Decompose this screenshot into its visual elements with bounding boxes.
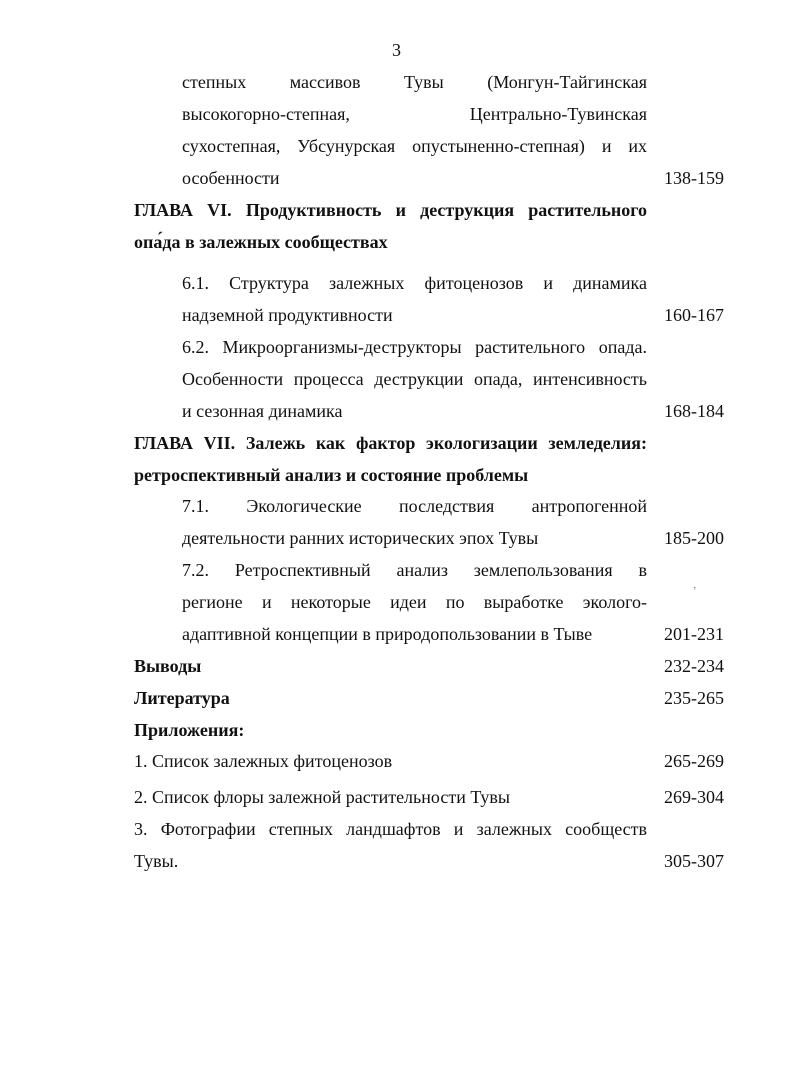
toc-entry-6-2-line-3: и сезонная динамика bbox=[182, 401, 343, 421]
toc-entry-7-2-line-3: адаптивной концепции в природопользовании в Тыве bbox=[182, 624, 593, 644]
toc-appendix-1: 1. Список залежных фитоценозов bbox=[134, 751, 393, 771]
toc-conclusions: Выводы bbox=[134, 656, 202, 676]
toc-appendix-2: 2. Список флоры залежной растительности Тувы bbox=[134, 787, 511, 807]
toc-entry-5-3-line-1: степных массивов Тувы (Монгун-Тайгинская bbox=[182, 72, 647, 92]
toc-entry-5-3-pages: 138-159 bbox=[664, 168, 724, 188]
toc-appendix-3-pages: 305-307 bbox=[664, 851, 724, 871]
toc-appendix-2-pages: 269-304 bbox=[664, 787, 724, 807]
stray-mark: ʼ bbox=[693, 586, 697, 597]
toc-entry-7-2-pages: 201-231 bbox=[664, 624, 724, 644]
toc-chapter-6-title-line-1: ГЛАВА VI. Продуктивность и деструкция растительного bbox=[134, 200, 647, 220]
toc-entry-6-1-line-1: 6.1. Структура залежных фитоценозов и динамика bbox=[182, 273, 647, 293]
toc-entry-6-2-line-2: Особенности процесса деструкции опада, интенсивность bbox=[182, 369, 647, 389]
toc-entry-5-3-line-3: сухостепная, Убсунурская опустыненно-степная) и их bbox=[182, 136, 647, 156]
toc-entry-5-3-line-2: высокогорно-степная, Центрально-Тувинская bbox=[182, 104, 647, 124]
page-number: 3 bbox=[392, 40, 401, 60]
toc-appendix-1-pages: 265-269 bbox=[664, 751, 724, 771]
toc-chapter-6-title-line-2: опа́да в залежных сообществах bbox=[134, 232, 388, 252]
toc-entry-7-1-line-1: 7.1. Экологические последствия антропогенной bbox=[182, 496, 647, 516]
toc-entry-7-2-line-1: 7.2. Ретроспективный анализ землепользования в bbox=[182, 560, 647, 580]
toc-entry-6-1-pages: 160-167 bbox=[664, 305, 724, 325]
toc-chapter-7-title-line-1: ГЛАВА VII. Залежь как фактор экологизации земледелия: bbox=[134, 433, 647, 453]
toc-conclusions-pages: 232-234 bbox=[664, 656, 724, 676]
toc-appendix-3-line-2: Тувы. bbox=[134, 851, 179, 871]
toc-appendix-3-line-1: 3. Фотографии степных ландшафтов и залежных сообществ bbox=[134, 819, 647, 839]
toc-entry-6-2-pages: 168-184 bbox=[664, 401, 724, 421]
toc-entry-5-3-line-4: особенности bbox=[182, 168, 280, 188]
toc-literature: Литература bbox=[134, 688, 230, 708]
toc-entry-7-2-line-2: регионе и некоторые идеи по выработке эколого- bbox=[182, 592, 647, 612]
toc-appendices: Приложения: bbox=[134, 720, 245, 740]
toc-entry-6-1-line-2: надземной продуктивности bbox=[182, 305, 393, 325]
toc-chapter-7-title-line-2: ретроспективный анализ и состояние проблемы bbox=[134, 465, 529, 485]
toc-literature-pages: 235-265 bbox=[664, 688, 724, 708]
toc-entry-7-1-pages: 185-200 bbox=[664, 528, 724, 548]
toc-entry-7-1-line-2: деятельности ранних исторических эпох Тувы bbox=[182, 528, 539, 548]
toc-entry-6-2-line-1: 6.2. Микроорганизмы-деструкторы растительного опада. bbox=[182, 337, 647, 357]
